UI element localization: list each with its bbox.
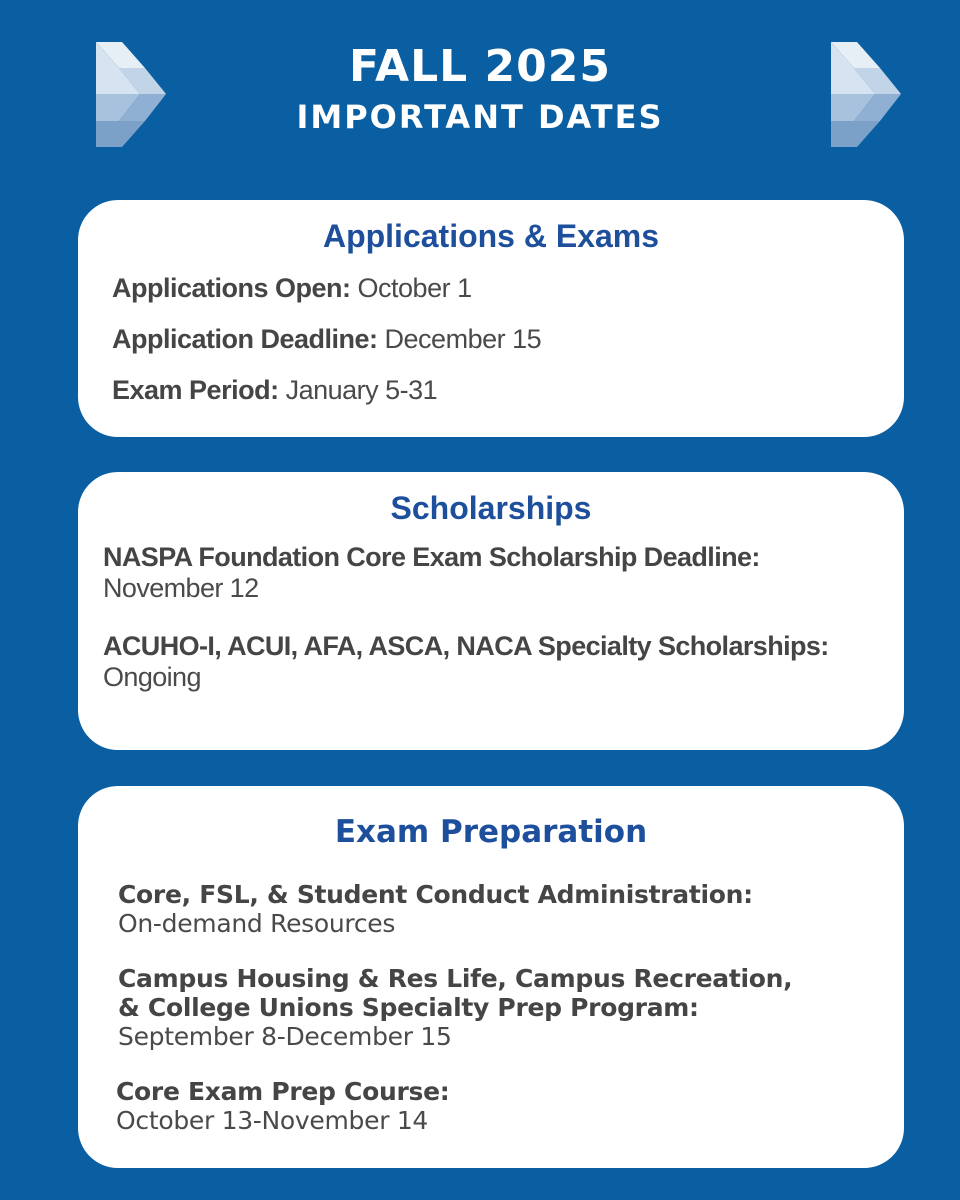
page-header [0, 36, 960, 136]
list-item [112, 372, 904, 409]
item-value: On-demand Resources [118, 909, 396, 938]
item-label: Campus Housing & Res Life, Campus Recreation, [118, 964, 793, 993]
item-label: Application Deadline: [112, 324, 378, 354]
item-value: Ongoing [103, 662, 201, 692]
item-label: Core Exam Prep Course: [116, 1077, 450, 1106]
item-value: January 5-31 [285, 375, 438, 405]
item-label: Exam Period: [112, 375, 279, 405]
item-label: & College Unions Specialty Prep Program: [118, 993, 699, 1022]
section-heading: Exam Preparation [334, 814, 648, 850]
list-item [112, 270, 904, 307]
item-value: September 8-December 15 [118, 1022, 452, 1051]
item-value: October 13-November 14 [116, 1106, 429, 1135]
section-heading: Applications & Exams [322, 218, 660, 254]
list-item [112, 321, 904, 358]
page-subtitle: IMPORTANT DATES [296, 98, 664, 136]
section-heading: Scholarships [390, 490, 592, 526]
list-item [118, 880, 904, 938]
list-item [116, 1077, 904, 1135]
item-value: December 15 [384, 324, 542, 354]
exam-preparation-card [78, 786, 904, 1168]
item-value: November 12 [103, 573, 259, 603]
scholarships-card [78, 472, 904, 750]
item-label: NASPA Foundation Core Exam Scholarship Deadline: [103, 542, 760, 572]
list-item [103, 631, 904, 693]
page-title: FALL 2025 [349, 41, 611, 92]
item-label: ACUHO-I, ACUI, AFA, ASCA, NACA Specialty Scholarships: [103, 631, 829, 661]
item-value: October 1 [357, 273, 472, 303]
item-label: Core, FSL, & Student Conduct Administration: [118, 880, 753, 909]
list-item [103, 542, 904, 604]
item-label: Applications Open: [112, 273, 351, 303]
applications-exams-card [78, 200, 904, 437]
list-item [118, 964, 904, 1051]
